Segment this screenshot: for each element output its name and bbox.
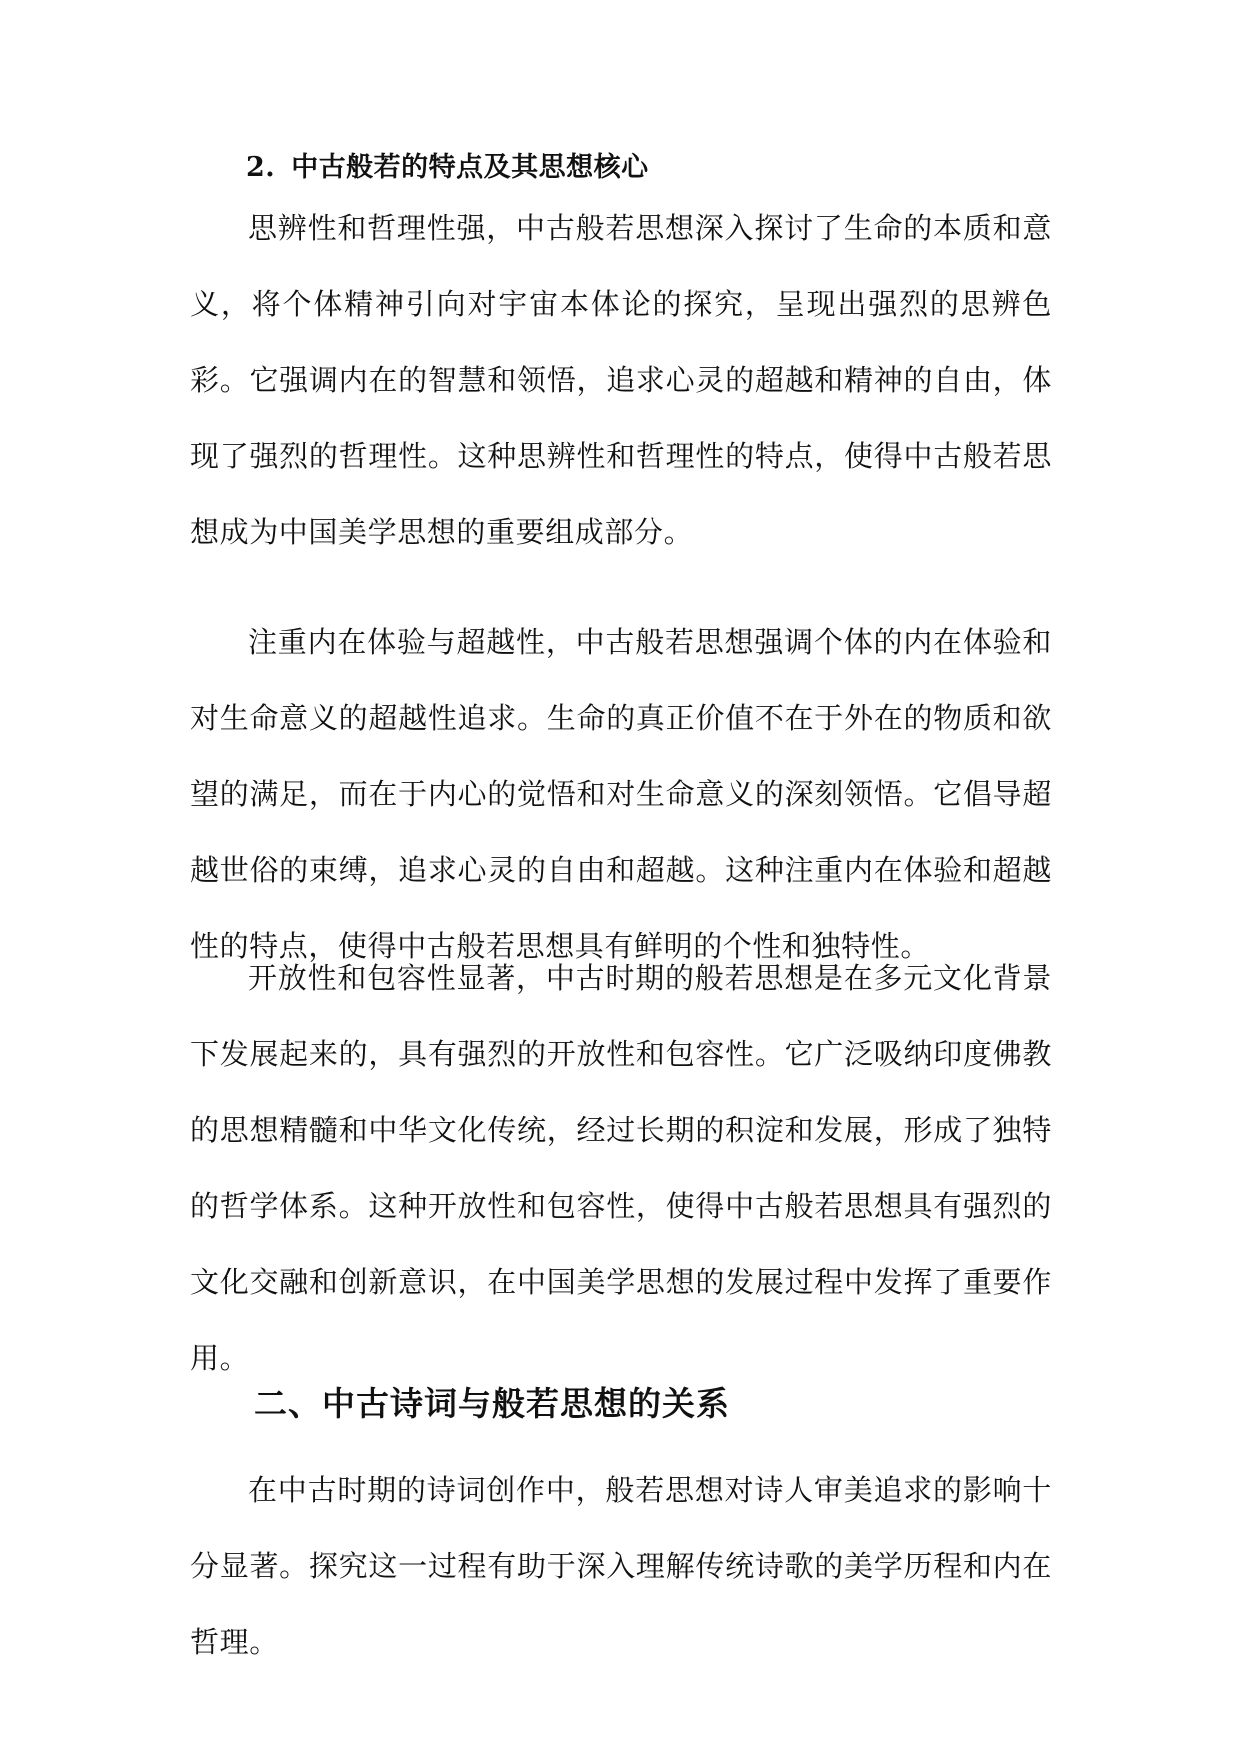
paragraph-inner-experience: 注重内在体验与超越性，中古般若思想强调个体的内在体验和对生命意义的超越性追求。生命的真正价值不在于外在的物质和欲望的满足，而在于内心的觉悟和对生命意义的深刻领悟。它倡导超越世俗的束缚，追求心灵的自由和超越。这种注重内在体验和超越性的特点，使得中古般若思想具有鲜明的个性和独特性。 (190, 625, 1052, 963)
chapter-heading: 二、中古诗词与般若思想的关系 (254, 1384, 730, 1423)
paragraph-chapter-intro: 在中古时期的诗词创作中，般若思想对诗人审美追求的影响十分显著。探究这一过程有助于深入理解传统诗歌的美学历程和内在哲理。 (190, 1473, 1052, 1659)
paragraph-reasoning: 思辨性和哲理性强，中古般若思想深入探讨了生命的本质和意义，将个体精神引向对宇宙本体论的探究，呈现出强烈的思辨色彩。它强调内在的智慧和领悟，追求心灵的超越和精神的自由，体现了强烈的哲理性。这种思辨性和哲理性的特点，使得中古般若思想成为中国美学思想的重要组成部分。 (190, 211, 1052, 549)
section-heading (246, 148, 649, 188)
section-number: 2. (246, 152, 276, 183)
section-title: 中古般若的特点及其思想核心 (291, 152, 649, 183)
paragraph-openness: 开放性和包容性显著，中古时期的般若思想是在多元文化背景下发展起来的，具有强烈的开放性和包容性。它广泛吸纳印度佛教的思想精髓和中华文化传统，经过长期的积淀和发展，形成了独特的哲学体系。这种开放性和包容性，使得中古般若思想具有强烈的文化交融和创新意识，在中国美学思想的发展过程中发挥了重要作用。 (190, 961, 1052, 1375)
